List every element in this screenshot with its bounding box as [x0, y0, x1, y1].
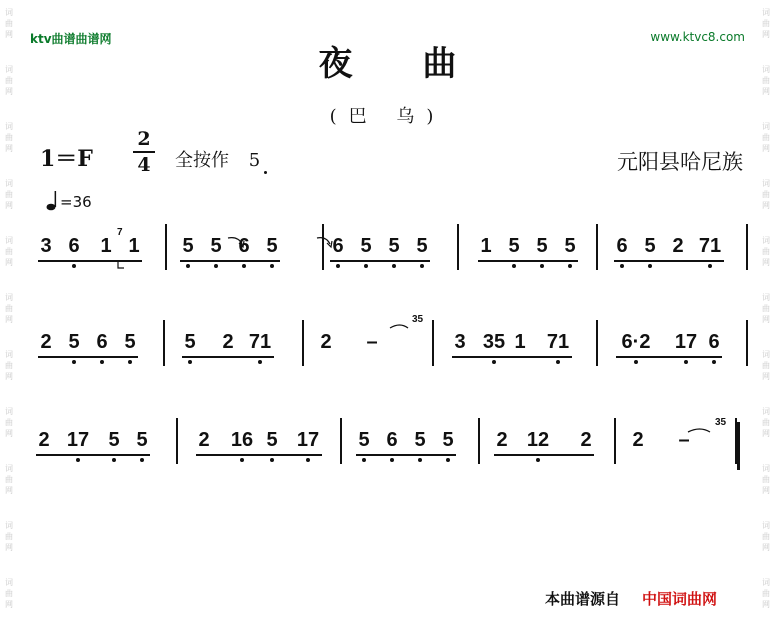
song-origin: 元阳县哈尼族: [617, 150, 743, 174]
watermark-char: 词: [762, 122, 770, 131]
note-digit: 1: [128, 235, 140, 257]
watermark-char: 网: [762, 87, 770, 96]
note-digit: 17: [296, 429, 320, 451]
beam-line: [38, 260, 142, 262]
barline: [302, 320, 304, 366]
octave-dot: [708, 264, 712, 268]
beam-line: [614, 260, 724, 262]
watermark-char: 网: [5, 30, 13, 39]
note-digit: 5: [184, 331, 196, 353]
watermark-char: 词: [762, 464, 770, 473]
watermark-char: 词: [5, 407, 13, 416]
note-digit: 1: [514, 331, 526, 353]
octave-dot: [258, 360, 262, 364]
note-digit: 5: [508, 235, 520, 257]
barline: [746, 320, 748, 366]
grace-note-35: 35: [715, 417, 727, 428]
note-digit: 1: [100, 235, 112, 257]
watermark-char: 曲: [5, 589, 13, 598]
watermark-char: 词: [762, 578, 770, 587]
octave-dot: [336, 264, 340, 268]
watermark-char: 词: [5, 8, 13, 17]
watermark-char: 词: [5, 293, 13, 302]
watermark-char: 曲: [5, 76, 13, 85]
beam-line: [452, 356, 572, 358]
octave-dot: [392, 264, 396, 268]
watermark-char: 曲: [762, 304, 770, 313]
octave-dot: [214, 264, 218, 268]
watermark-char: 词: [5, 521, 13, 530]
note-digit: 6: [68, 235, 80, 257]
barline: [735, 418, 737, 464]
octave-dot: [556, 360, 560, 364]
note-digit: 35: [482, 331, 506, 353]
watermark-char: 词: [5, 464, 13, 473]
watermark-char: 曲: [762, 475, 770, 484]
note-digit: 6: [616, 235, 628, 257]
watermark-char: 词: [5, 122, 13, 131]
watermark-char: 网: [5, 201, 13, 210]
instrument-subtitle: (巴 乌): [329, 106, 446, 127]
octave-dot: [712, 360, 716, 364]
beam-line: [38, 356, 138, 358]
watermark-char: 网: [762, 543, 770, 552]
octave-dot: [362, 458, 366, 462]
song-title: 夜曲: [318, 44, 527, 84]
octave-dot: [270, 264, 274, 268]
octave-dot: [240, 458, 244, 462]
note-digit: –: [678, 429, 690, 451]
note-digit: 3: [40, 235, 52, 257]
fingering-note-dot: [264, 171, 267, 174]
watermark-char: 网: [5, 429, 13, 438]
octave-dot: [242, 264, 246, 268]
watermark-char: 曲: [5, 532, 13, 541]
barline: [457, 224, 459, 270]
octave-dot: [72, 264, 76, 268]
barline: [176, 418, 178, 464]
barline: [478, 418, 480, 464]
note-digit: 17: [674, 331, 698, 353]
watermark-char: 网: [5, 486, 13, 495]
octave-dot: [270, 458, 274, 462]
note-digit: 2: [496, 429, 508, 451]
source-label: 本曲谱源自: [545, 590, 621, 608]
watermark-char: 网: [762, 600, 770, 609]
octave-dot: [420, 264, 424, 268]
note-digit: 2: [580, 429, 592, 451]
watermark-char: 词: [5, 350, 13, 359]
barline: [322, 224, 324, 270]
watermark-char: 曲: [5, 475, 13, 484]
beam-line: [478, 260, 578, 262]
note-digit: 5: [266, 429, 278, 451]
watermark-char: 网: [762, 429, 770, 438]
octave-dot: [306, 458, 310, 462]
note-digit: 5: [182, 235, 194, 257]
note-digit: 6: [96, 331, 108, 353]
note-digit: 5: [108, 429, 120, 451]
note-digit: 5: [536, 235, 548, 257]
note-digit: 6: [238, 235, 250, 257]
watermark-strip-left: [0, 0, 18, 635]
beam-line: [330, 260, 430, 262]
octave-dot: [128, 360, 132, 364]
barline: [596, 320, 598, 366]
meter-top: 2: [137, 128, 151, 150]
octave-dot: [186, 264, 190, 268]
fingering-instruction: [175, 146, 260, 172]
fingering-note: 5: [248, 150, 261, 171]
watermark-char: 词: [762, 179, 770, 188]
beam-line: [356, 454, 456, 456]
watermark-char: 曲: [762, 589, 770, 598]
watermark-char: 网: [5, 87, 13, 96]
watermark-char: 曲: [762, 361, 770, 370]
note-digit: 6·2: [621, 331, 651, 353]
watermark-char: 网: [762, 315, 770, 324]
octave-dot: [418, 458, 422, 462]
watermark-char: 曲: [5, 361, 13, 370]
source-name: 中国词曲网: [642, 590, 718, 608]
note-digit: 2: [320, 331, 332, 353]
watermark-char: 词: [762, 407, 770, 416]
watermark-char: 曲: [762, 418, 770, 427]
note-digit: 2: [222, 331, 234, 353]
watermark-char: 词: [5, 65, 13, 74]
octave-dot: [492, 360, 496, 364]
grace-arrow: [390, 325, 408, 328]
grace-note-7: 7: [117, 227, 123, 238]
note-digit: 2: [198, 429, 210, 451]
watermark-char: 网: [5, 543, 13, 552]
watermark-char: 词: [762, 350, 770, 359]
note-digit: 5: [644, 235, 656, 257]
watermark-char: 曲: [5, 190, 13, 199]
note-digit: 17: [66, 429, 90, 451]
note-digit: 12: [526, 429, 550, 451]
note-digit: 71: [546, 331, 570, 353]
octave-dot: [684, 360, 688, 364]
watermark-char: 网: [5, 600, 13, 609]
octave-dot: [568, 264, 572, 268]
meter-divider: [133, 151, 155, 153]
octave-dot: [76, 458, 80, 462]
octave-dot: [540, 264, 544, 268]
beam-line: [182, 356, 274, 358]
watermark-char: 词: [762, 65, 770, 74]
watermark-char: 词: [762, 236, 770, 245]
octave-dot: [512, 264, 516, 268]
watermark-char: 网: [762, 30, 770, 39]
note-digit: 5: [358, 429, 370, 451]
note-digit: 6: [708, 331, 720, 353]
watermark-char: 网: [762, 486, 770, 495]
watermark-char: 词: [5, 179, 13, 188]
watermark-char: 网: [762, 201, 770, 210]
note-digit: 71: [698, 235, 722, 257]
note-digit: 6: [386, 429, 398, 451]
octave-dot: [648, 264, 652, 268]
tempo-marking: [46, 190, 92, 212]
note-digit: 5: [210, 235, 222, 257]
octave-dot: [620, 264, 624, 268]
grace-hook: [118, 262, 124, 268]
note-digit: 5: [266, 235, 278, 257]
watermark-strip-right: [757, 0, 775, 635]
watermark-char: 网: [762, 144, 770, 153]
site-label-left: ktv曲谱曲谱网: [30, 32, 112, 46]
octave-dot: [390, 458, 394, 462]
meter-bottom: 4: [137, 154, 151, 176]
octave-dot: [634, 360, 638, 364]
barline: [746, 224, 748, 270]
watermark-char: 曲: [762, 19, 770, 28]
watermark-char: 词: [762, 521, 770, 530]
note-digit: 5: [414, 429, 426, 451]
note-digit: 5: [360, 235, 372, 257]
watermark-char: 网: [762, 258, 770, 267]
fingering-label: 全按作: [175, 150, 229, 171]
source-footer: [545, 588, 717, 609]
note-digit: 1: [480, 235, 492, 257]
note-digit: 6: [332, 235, 344, 257]
watermark-char: 网: [5, 372, 13, 381]
octave-dot: [100, 360, 104, 364]
watermark-char: 网: [5, 258, 13, 267]
watermark-char: 词: [5, 578, 13, 587]
note-digit: 2: [38, 429, 50, 451]
barline: [432, 320, 434, 366]
barline: [163, 320, 165, 366]
note-digit: 71: [248, 331, 272, 353]
note-digit: 5: [564, 235, 576, 257]
watermark-char: 曲: [762, 247, 770, 256]
watermark-char: 曲: [5, 418, 13, 427]
site-url-right: www.ktvc8.com: [650, 30, 745, 44]
note-digit: 5: [388, 235, 400, 257]
beam-line: [36, 454, 150, 456]
octave-dot: [364, 264, 368, 268]
note-digit: 5: [124, 331, 136, 353]
note-digit: 2: [40, 331, 52, 353]
grace-note-35: 35: [412, 314, 424, 325]
octave-dot: [140, 458, 144, 462]
note-digit: 3: [454, 331, 466, 353]
watermark-char: 词: [762, 8, 770, 17]
beam-line: [196, 454, 322, 456]
octave-dot: [446, 458, 450, 462]
watermark-char: 曲: [762, 76, 770, 85]
tempo-value: =36: [60, 193, 92, 211]
beam-line: [180, 260, 280, 262]
octave-dot: [112, 458, 116, 462]
barline: [340, 418, 342, 464]
watermark-char: 曲: [5, 304, 13, 313]
octave-dot: [188, 360, 192, 364]
note-digit: 5: [68, 331, 80, 353]
note-digit: –: [366, 331, 378, 353]
beam-line: [494, 454, 594, 456]
note-digit: 2: [672, 235, 684, 257]
watermark-char: 网: [5, 144, 13, 153]
watermark-char: 曲: [5, 19, 13, 28]
key-signature: 1＝F: [40, 146, 93, 172]
watermark-char: 词: [762, 293, 770, 302]
quarter-note-icon: [46, 190, 60, 212]
barline: [165, 224, 167, 270]
octave-dot: [536, 458, 540, 462]
note-digit: 5: [416, 235, 428, 257]
note-digit: 5: [442, 429, 454, 451]
note-digit: 2: [632, 429, 644, 451]
watermark-char: 词: [5, 236, 13, 245]
beam-line: [616, 356, 722, 358]
final-barline-thick: [737, 422, 740, 470]
octave-dot: [72, 360, 76, 364]
barline: [596, 224, 598, 270]
watermark-char: 曲: [762, 133, 770, 142]
watermark-char: 网: [5, 315, 13, 324]
time-signature: [133, 128, 155, 176]
watermark-char: 曲: [5, 247, 13, 256]
barline: [614, 418, 616, 464]
note-digit: 5: [136, 429, 148, 451]
watermark-char: 曲: [762, 532, 770, 541]
watermark-char: 网: [762, 372, 770, 381]
watermark-char: 曲: [5, 133, 13, 142]
note-digit: 16: [230, 429, 254, 451]
watermark-char: 曲: [762, 190, 770, 199]
